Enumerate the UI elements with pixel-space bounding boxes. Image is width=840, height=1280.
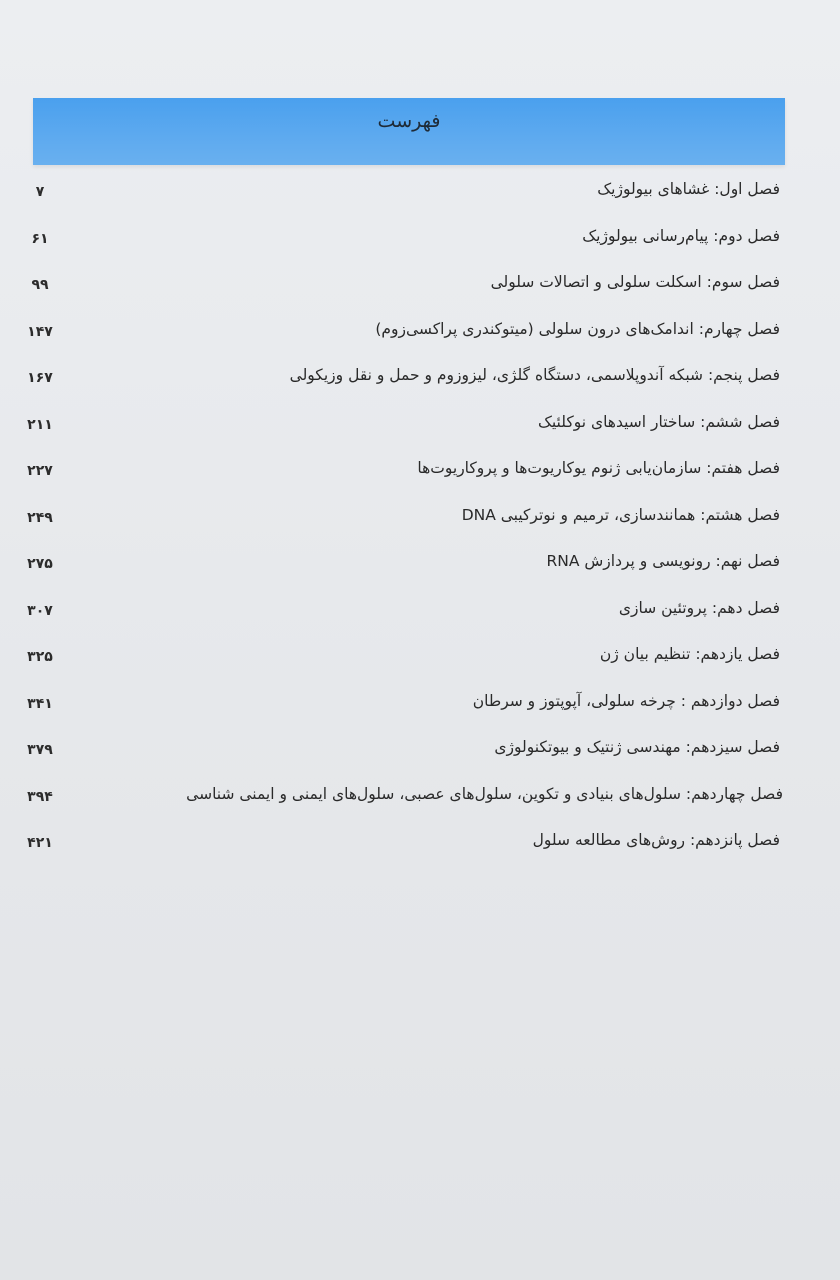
entry-page-number: ۴۲۱ <box>27 835 53 851</box>
entry-title: فصل پنجم: شبکه آندوپلاسمی، دستگاه گلژی، لیزوزوم و حمل و نقل وزیکولی <box>289 366 780 384</box>
toc-entry[interactable] <box>20 451 780 498</box>
toc-entry[interactable] <box>20 498 780 545</box>
entry-title: فصل دوازدهم : چرخه سلولی، آپوپتوز و سرطان <box>472 691 780 710</box>
toc-entry[interactable] <box>20 777 783 824</box>
entry-page-number: ۷ <box>35 184 45 200</box>
toc-entry[interactable] <box>20 637 780 684</box>
entry-page-number: ۳۲۵ <box>27 649 53 665</box>
entry-title: فصل چهاردهم: سلول‌های بنیادی و تکوین، سلول‌های عصبی، سلول‌های ایمنی و ایمنی شناسی <box>186 784 783 803</box>
entry-title: فصل ششم: ساختار اسیدهای نوکلئیک <box>537 412 780 431</box>
entry-page-number: ۳۴۱ <box>27 695 53 712</box>
toc-entry[interactable] <box>20 591 780 638</box>
entry-title: فصل دهم: پروتئین سازی <box>618 598 780 617</box>
entry-page-number: ۲۱۱ <box>27 416 53 433</box>
entry-page-number: ۶۱ <box>31 230 49 247</box>
toc-entry[interactable] <box>20 358 780 405</box>
entry-title: فصل سیزدهم: مهندسی ژنتیک و بیوتکنولوژی <box>494 738 780 756</box>
toc-entry[interactable] <box>20 405 780 452</box>
entry-page-number: ۱۴۷ <box>27 323 53 340</box>
entry-page-number: ۳۹۴ <box>27 788 53 805</box>
toc-list <box>20 172 783 870</box>
toc-title: فهرست <box>377 110 441 132</box>
toc-entry[interactable] <box>20 172 780 219</box>
toc-entry[interactable] <box>20 684 780 731</box>
toc-entry[interactable] <box>20 312 780 359</box>
entry-page-number: ۲۲۷ <box>27 463 53 479</box>
entry-title: فصل چهارم: اندامک‌های درون سلولی (میتوکندری پراکسی‌زوم) <box>375 319 780 338</box>
entry-title: فصل یازدهم: تنظیم بیان ژن <box>599 645 780 663</box>
entry-title: فصل هفتم: سازمان‌یابی ژنوم یوکاریوت‌ها و پروکاریوت‌ها <box>417 459 780 477</box>
entry-page-number: ۲۴۹ <box>27 509 53 526</box>
entry-page-number: ۲۷۵ <box>27 556 53 572</box>
entry-page-number: ۹۹ <box>31 277 49 293</box>
entry-title: فصل پانزدهم: روش‌های مطالعه سلول <box>532 831 780 849</box>
toc-entry[interactable] <box>20 730 780 777</box>
toc-entry[interactable] <box>20 544 780 591</box>
toc-entry[interactable] <box>20 219 780 266</box>
toc-entry[interactable] <box>20 823 780 870</box>
entry-title: فصل سوم: اسکلت سلولی و اتصالات سلولی <box>490 273 780 291</box>
toc-header-bar <box>33 98 785 165</box>
entry-title: فصل دوم: پیام‌رسانی بیولوژیک <box>582 226 780 245</box>
entry-title: فصل اول: غشاهای بیولوژیک <box>597 180 780 198</box>
entry-page-number: ۳۰۷ <box>27 602 53 619</box>
entry-title: فصل هشتم: همانندسازی، ترمیم و نوترکیبی DNA <box>461 505 780 524</box>
toc-entry[interactable] <box>20 265 780 312</box>
entry-page-number: ۳۷۹ <box>27 742 53 758</box>
entry-page-number: ۱۶۷ <box>27 370 53 386</box>
entry-title: فصل نهم: رونویسی و پردازش RNA <box>546 552 780 570</box>
